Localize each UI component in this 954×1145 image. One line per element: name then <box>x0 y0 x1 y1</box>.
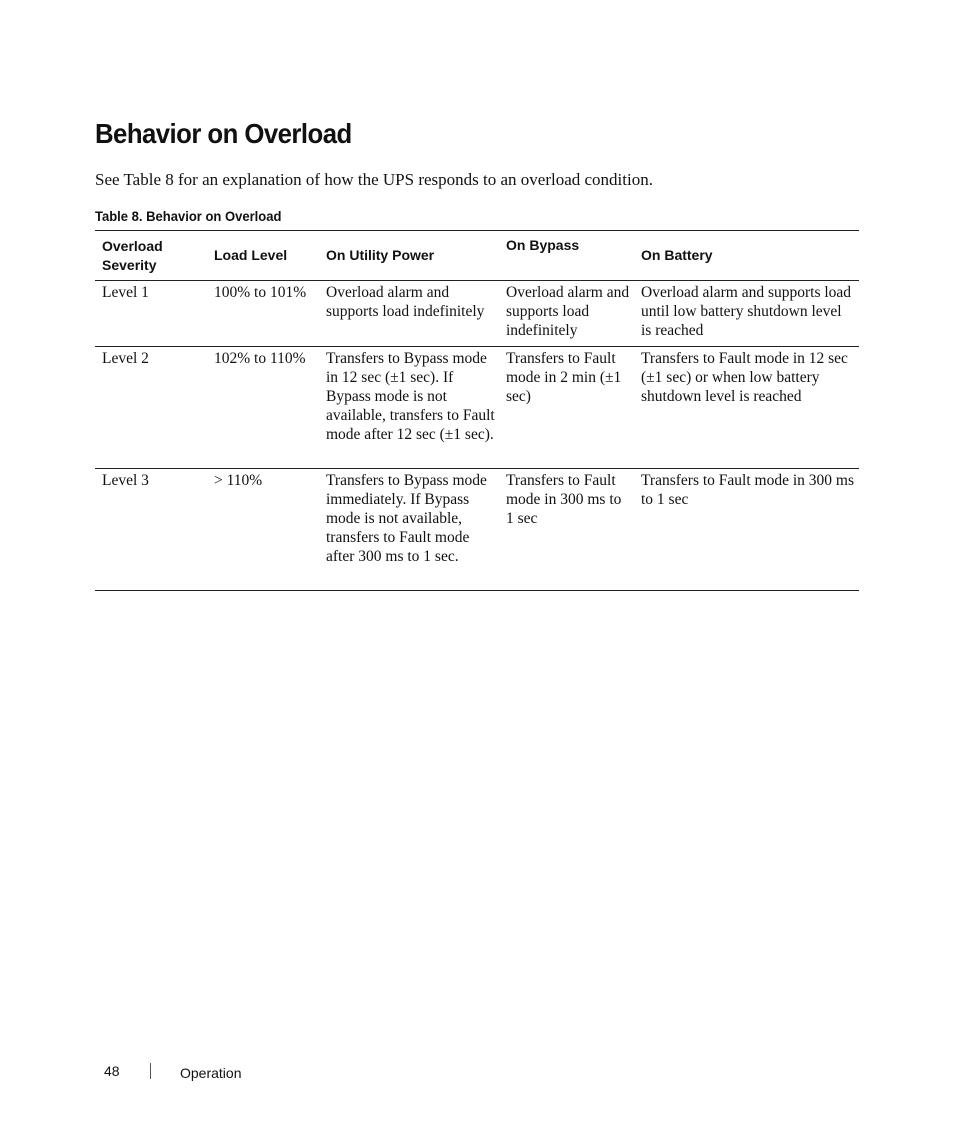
footer-divider <box>150 1063 151 1079</box>
cell-bypass: Overload alarm and supports load indefinitely <box>506 284 630 339</box>
page-number: 48 <box>104 1063 120 1079</box>
cell-severity: Level 1 <box>102 284 149 301</box>
intro-paragraph: See Table 8 for an explanation of how the UPS responds to an overload condition. <box>95 170 653 189</box>
table-row <box>95 281 859 347</box>
cell-load-level: > 110% <box>214 472 263 489</box>
overload-table <box>95 230 859 591</box>
cell-load-level: 102% to 110% <box>214 350 306 367</box>
table-row <box>95 347 859 469</box>
footer-section-name: Operation <box>180 1065 242 1081</box>
cell-load-level: 100% to 101% <box>214 284 307 301</box>
cell-utility-power: Transfers to Bypass mode immediately. If Bypass mode is not available, transfers to Fault mode after 300 ms to 1 sec. <box>326 472 487 565</box>
cell-severity: Level 2 <box>102 350 149 367</box>
page-heading: Behavior on Overload <box>95 118 352 149</box>
cell-battery: Overload alarm and supports load until low battery shutdown level is reached <box>641 284 852 339</box>
header-load-level: Load Level <box>214 247 288 263</box>
header-on-utility-power: On Utility Power <box>326 247 435 263</box>
cell-bypass: Transfers to Fault mode in 2 min (±1 sec) <box>506 350 622 405</box>
cell-utility-power: Transfers to Bypass mode in 12 sec (±1 sec). If Bypass mode is not available, transfers to Fault mode after 12 sec (±1 sec). <box>326 350 495 443</box>
cell-bypass: Transfers to Fault mode in 300 ms to 1 sec <box>506 472 622 527</box>
table-header-row <box>95 231 859 281</box>
table-row <box>95 469 859 591</box>
header-on-bypass: On Bypass <box>506 237 580 253</box>
cell-battery: Transfers to Fault mode in 12 sec (±1 sec) or when low battery shutdown level is reached <box>641 350 848 405</box>
cell-battery: Transfers to Fault mode in 300 ms to 1 sec <box>641 472 854 508</box>
header-on-battery: On Battery <box>641 247 713 263</box>
cell-utility-power: Overload alarm and supports load indefinitely <box>326 284 485 320</box>
header-overload-severity: Overload Severity <box>102 237 163 273</box>
cell-severity: Level 3 <box>102 472 149 489</box>
table-caption: Table 8. Behavior on Overload <box>95 208 282 224</box>
